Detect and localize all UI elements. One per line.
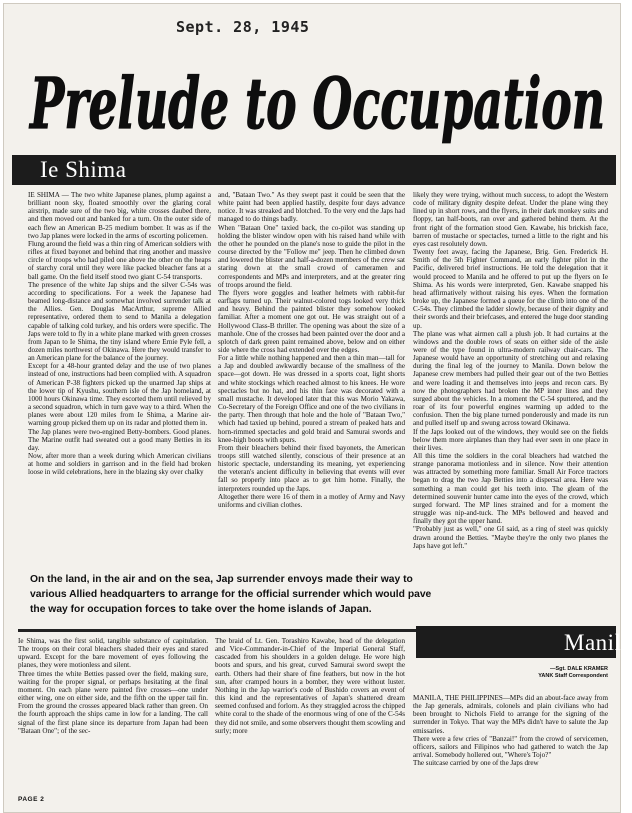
section-divider [18,629,424,632]
article-column-2: and, "Bataan Two." As they swept past it could be seen that the white paint had been applied hastily, despite four days advance notice. It was streaked and blotched. To the very end the Japs had managed to do things badly. When "Bataan One" taxied back, the co-pilot was standing up holding the blister window open with his raised hand while with the other he pounded on the plane's nose to guide the pilot in the course directed by the "Follow me" jeep. Then he climbed down and lowered the blister and half-a-dozen members of the crew sat staring down at the small crowd of cameramen and correspondents and MPs and interpreters, and at the greater ring of troops around the field. The flyers wore goggles and leather helmets with rabbit-fur earflaps turned up. Their walnut-colored togs looked very thick and heavy. Behind the painted blister they somehow looked familiar. After a moment one got out. He was straight out of a Hollywood Class-B thriller. The opening was about the size of a manhole. One of the crosses had been painted over the door and a splotch of dark green paint remained above, below and on either side where the cross had extended over the edges. For a little while nothing happened and then a thin man—tall for a Jap and doubled awkwardly because of the smallness of the space—got down. He was dressed in a sports coat, light shorts and white stockings which reached almost to his knees. He wore spectacles but no hat, and his thin face was decorated with a small mustache. It developed later that this was Morio Yakawa, Co-Secretary of the Foreign Office and one of the two civilians in the party. Then through that hole and the hole of "Bataan Two," which had taxied up behind, poured a stream of peaked hats and horn-rimmed spectacles and gold braid and Samurai swords and knee-high boots with spurs. From their bleachers behind their fixed bayonets, the American troops still watched silently, conscious of their presence at an historic spectacle, understanding its meaning, yet experiencing the veteran's ancient difficulty in believing that events will ever fall so properly into place as to get him home. Finally, the interpreters rounded up the Japs. Altogether there were 16 of them in a motley of Army and Navy uniforms and civilian clothes. [218,191,405,509]
pull-quote: On the land, in the air and on the sea, Jap surrender envoys made their way to various Allied headquarters to arrange for the official surrender which would pave the way for occupation forces to take over the home islands of Japan. [30,574,432,616]
headline-title [24,30,614,160]
byline [474,666,608,680]
page-number: PAGE 2 [18,796,45,803]
headline-script [24,30,614,160]
section-label-manila: Manila [564,630,632,655]
section-label-ie-shima: Ie Shima [40,157,127,182]
article-column-1: IE SHIMA — The two white Japanese planes, plump against a brilliant noon sky, floated smoothly over the glaring coral airstrip, made sure of the two big, white crosses daubed there, and then moved out and banked for a turn. On the outer side of each flew an American B-25 medium bomber. It was as if the two Jap planes were locked in the arms of escorting policemen. Flung around the field was a thin ring of American soldiers with rifles at fixed bayonet and behind that ring another and massive circle of troops who had piled one above the other on the heaps of starchy coral until they were like packed bleacher fans at a ball game. On the field itself stood two giant C-54 transports. The presence of the white Jap ships and the silver C-54s was according to specifications. For a week the Japanese had beamed long-distance and somewhat involved surrender talk at the Allies. Gen. Douglas MacArthur, supreme Allied representative, ordered them to send to Manila a delegation capable of talking cold turkey, and his orders were specific. The Japs were told to fly in a white plane marked with green crosses from Japan to Ie Shima, the tiny island where Ernie Pyle fell, a dozen miles northwest of Okinawa. Here they would transfer to an American plane for the balance of the journey. Except for a 48-hour granted delay and the use of two planes instead of one, instructions had been complied with. A squadron of American P-38 fighters picked up the unarmed Jap ships at the lower tip of Kyushu, southern isle of the Jap homeland, at 1000 hours Okinawa time. They escorted them until relieved by a second squadron, which in turn gave way to a third. When the planes were about 120 miles from Ie Shima, a Marine air-warning group picked them up on its radar and plotted them in. The Jap planes were two-engined Betty-bombers. Good planes. The Marine outfit had sweated out a good many Betties in its day. Now, after more than a week during which American civilians at home and soldiers in garrison and in the field had broken loose in wild celebrations, here in the blazing sky over chalky [28,191,211,477]
article-column-5: The braid of Lt. Gen. Torashiro Kawabe, head of the delegation and Vice-Commander-in-Chief of the Imperial General Staff, cascaded from his shoulders in a golden deluge. He wore high boots and spurs, and his great, curved Samurai sword swept the earth. Others had their share of fine feathers, but now in the hot sun, after cramped hours in a bomber, they were without luster. Nothing in the Jap warrior's code of Bushido covers an event of this kind and the representatives of Japan's shattered dream seemed confused and forlorn. As they straggled across the chipped white coral to the shade of the enormous wing of one of the C-54s they did not smile, and some observers thought them scowling and surly; more [215,637,405,735]
article-column-3: likely they were trying, without much success, to adopt the Western code of military dignity despite defeat. Under the plane wing they lined up in short rows, and the flyers, in their dark monkey suits and floppy, tan half-boots, ran over and gathered behind them. At the front right of the formation stood Gen. Kawabe, his brickish face, barren of mustache or spectacles, turned a little to the right and his eyes cast resolutely down. Twenty feet away, facing the Japanese, Brig. Gen. Frederick H. Smith of the 5th Fighter Command, an early fighter pilot in the Pacific, delivered brief instructions. He told the delegation that it would proceed to Manila and he offered to put up the flyers on Ie Shima. As his words were interpreted, Gen. Kawabe snapped his head affirmatively without raising his eyes. When the formation broke up, the Japanese formed a queue for the climb into one of the C-54s. They climbed the ladder slowly, because of their dignity and their swords and their briefcases, and entered the huge door standing up. The plane was what airmen call a plush job. It had curtains at the windows and the double rows of seats on either side of the aisle were of the type found in ultra-modern railway chair-cars. The Japanese would have an opportunity of stretching out and relaxing during the final leg of the journey to Manila. Down below the Japanese crew members had pulled their gear out of the two Betties and were loading it and themselves into jeeps and recon cars. By now the photographers had broken the MP inner lines and they surged about the vehicles. In a moment the C-54 sputtered, and the roar of its four powerful engines warming up added to the confusion. Then the big plane turned ponderously and made its run and pulled itself up and swung across toward Okinawa. If the Japs looked out of the windows, they would see on the fields below them more airplanes than they had ever seen in one place in their lives. All this time the soldiers in the coral bleachers had watched the strange panorama motionless and in silence. Now their attention was attracted by something more familiar. Small Air Force tractors began to drag the two Jap Betties into a dispersal area. Here was something a man could get his teeth into. The gleam of the determined souvenir hunter came into the eyes of the crowd, which surged forward. The MP lines strained and for a moment the struggle was nip-and-tuck. The MPs bellowed and heaved and finally they got the upper hand. "Probably just as well," one GI said, as a ring of steel was quickly drawn around the Betties. "Maybe they're the only two planes the Japs have got left." [413,191,608,550]
svg-text:Prelude to Occupation: Prelude to Occupation [28,62,605,145]
magazine-page [3,3,632,813]
section-header-manila [416,626,632,658]
section-header-ie-shima [12,155,616,185]
article-column-4: Ie Shima, was the first solid, tangible substance of capitulation. The troops on their coral bleachers shaded their eyes and stared upward. Except for the bare movement of eyes following the planes, they were motionless and silent. Three times the white Betties passed over the field, making sure, waiting for the proper signal, or perhaps hesitating at the final moment. On each plane were painted five crosses—one under either wing, one on either side, and the fifth on the upper tail fin. From the ground the crosses appeared black rather than green. On the fourth approach the ships came in low for a landing. The call signal of the first plane since its departure from Japan had been "Bataan One"; of the sec- [18,637,208,735]
article-column-6: MANILA, THE PHILIPPINES—MPs did an about-face away from the Jap generals, admirals, colonels and plain civilians who had been brought to Nichols Field to arrange for the signing of the surrender in Tokyo. That way the MPs didn't have to salute the Jap emissaries. There were a few cries of "Banzai!" from the crowd of servicemen, officers, sailors and Filipinos who had gathered to watch the Jap arrival. Somebody hollered out, "Where's Tojo?" The suitcase carried by one of the Japs drew [413,694,608,768]
byline-name: —Sgt. DALE KRAMER [549,666,608,672]
date-stamp: Sept. 28, 1945 [176,18,310,36]
byline-title: YANK Staff Correspondent [538,673,608,679]
